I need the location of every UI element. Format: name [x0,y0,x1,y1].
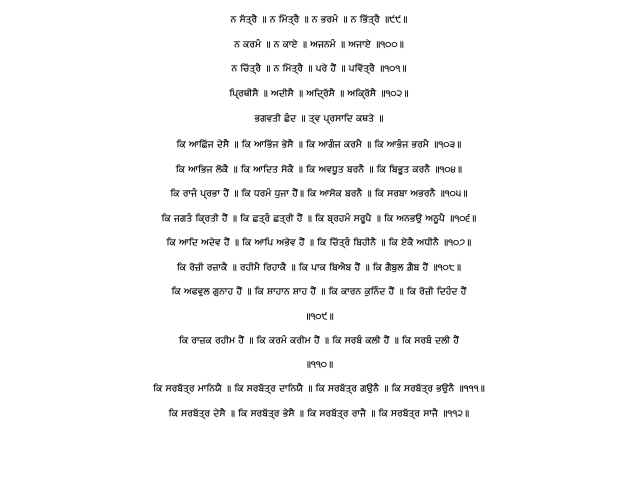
verse-line: ਕਿ ਰਾਜ਼ਕ ਰਹੀਮ ਹੈਂ ॥ ਕਿ ਕਰਮੰ ਕਰੀਮ ਹੈਂ ॥ ਕਿ ਸਰਬੰ ਕਲੀ ਹੈਂ ॥ ਕਿ ਸਰਬੰ ਦਲੀ ਹੈਂ [179,335,459,346]
verse-line: ਕਿ ਰੋਜ਼ੀ ਰਜ਼ਾਕੈ ॥ ਰਹੀਮੈ ਰਿਹਾਕੈ ॥ ਕਿ ਪਾਕ ਬਿਐਬ ਹੈਂ ॥ ਕਿ ਗੈਬੁਲ ਗ਼ੈਬ ਹੈਂ ॥੧੦੮॥ [176,262,462,273]
verse-line: ਕਿ ਜਗਤੰ ਕ੍ਰਿਤੀ ਹੈਂ ॥ ਕਿ ਛਤ੍ਰੰ ਛਤ੍ਰੀ ਹੈਂ ॥ ਕਿ ਬ੍ਰਹਮੰ ਸਰੂਪੈ ॥ ਕਿ ਅਨਭਉ ਅਨੂਪੈ ॥੧੦੬॥ [161,213,477,224]
verse-line: ਕਿ ਆਭਿਜ ਲੋਕੈ ॥ ਕਿ ਆਦਿਤ ਸੋਕੈ ॥ ਕਿ ਅਵਧੂਤ ਬਰਨੈ ॥ ਕਿ ਬਿਭੂਤ ਕਰਨੈ ॥੧੦੪॥ [175,164,463,175]
verse-line: ਕਿ ਸਰਬੱਤ੍ਰ ਮਾਨਿਯੈ ॥ ਕਿ ਸਰਬੱਤ੍ਰ ਦਾਨਿਯੈ ॥ ਕਿ ਸਰਬੱਤ੍ਰ ਗਉਨੈ ॥ ਕਿ ਸਰਬੱਤ੍ਰ ਭਉਨੈ ॥੧੧੧॥ [153,384,485,394]
verse-line: ਕਿ ਸਰਬੱਤ੍ਰ ਦੇਸੈ ॥ ਕਿ ਸਰਬੱਤ੍ਰ ਭੇਸੈ ॥ ਕਿ ਸਰਬੱਤ੍ਰ ਰਾਜੈ ॥ ਕਿ ਸਰਬੱਤ੍ਰ ਸਾਜੈ ॥੧੧੨॥ [168,408,470,419]
verse-number: ॥੧੧੦॥ [304,360,334,370]
verse-line: ਕਿ ਰਾਜੰ ਪ੍ਰਭਾ ਹੈਂ ॥ ਕਿ ਧਰਮੰ ਧੁਜਾ ਹੈਂ॥ ਕਿ ਆਸੋਕ ਬਰਨੈ ॥ ਕਿ ਸਰਬਾ ਅਭਰਨੈ ॥੧੦੫॥ [170,189,468,199]
verse-line: ਨ ਕਰਮੰ ॥ ਨ ਕਾਏ ॥ ਅਜਨਮੰ ॥ ਅਜਾਏ ॥੧੦੦॥ [234,39,404,50]
verse-line: ਨ ਚਿੱਤ੍ਰੈ ॥ ਨ ਮਿੱਤ੍ਰੈ ॥ ਪਰੇ ਹੈਂ ॥ ਪਵਿੱਤ੍ਰੈ ॥੧੦੧॥ [231,64,407,74]
verse-line: ਕਿ ਅਫਵੁਲ ਗੁਨਾਹ ਹੈਂ ॥ ਕਿ ਸ਼ਾਹਾਨ ਸ਼ਾਹ ਹੈਂ ॥ ਕਿ ਕਾਰਨ ਕੁਨਿੰਦ ਹੈਂ ॥ ਕਿ ਰੋਜ਼ੀ ਦਿਹੰਦ ਹੈਂ [171,287,467,297]
verse-line: ਕਿ ਆਛਿੱਜ ਦੇਸੈ ॥ ਕਿ ਆਭਿੱਜ ਭੇਸੈ ॥ ਕਿ ਆਗੰਜ ਕਰਮੈ ॥ ਕਿ ਆਭੰਜ ਭਰਮੈ ॥੧੦੩॥ [176,140,462,150]
section-heading: ਭਗਵਤੀ ਛੰਦ ॥ ਤ੍ਵ ਪ੍ਰਸਾਦਿ ਕਥਤੇ ॥ [254,114,384,124]
verse-number: ॥੧੦੯॥ [304,311,334,322]
verse-line: ਪ੍ਰਿਥੀਸੈ ॥ ਅਦੀਸੈ ॥ ਅਦ੍ਰਿੱਸੈ ॥ ਅਕ੍ਰਿੱਸੈ ॥੧੦੨॥ [229,88,409,99]
verse-line: ਨ ਸੱਤ੍ਰੈ ॥ ਨ ਮਿੱਤ੍ਰੈ ॥ ਨ ਭਰਮੰ ॥ ਨ ਭਿੱਤ੍ਰੈ ॥੯੯॥ [230,15,408,25]
verse-line: ਕਿ ਆਦਿ ਅਦੇਵ ਹੈਂ ॥ ਕਿ ਆਪਿ ਅਭੇਵ ਹੈਂ ॥ ਕਿ ਚਿੱਤ੍ਰੰ ਬਿਹੀਨੈ ॥ ਕਿ ਏਕੈ ਅਧੀਨੈ ॥੧੦੭॥ [166,238,472,248]
